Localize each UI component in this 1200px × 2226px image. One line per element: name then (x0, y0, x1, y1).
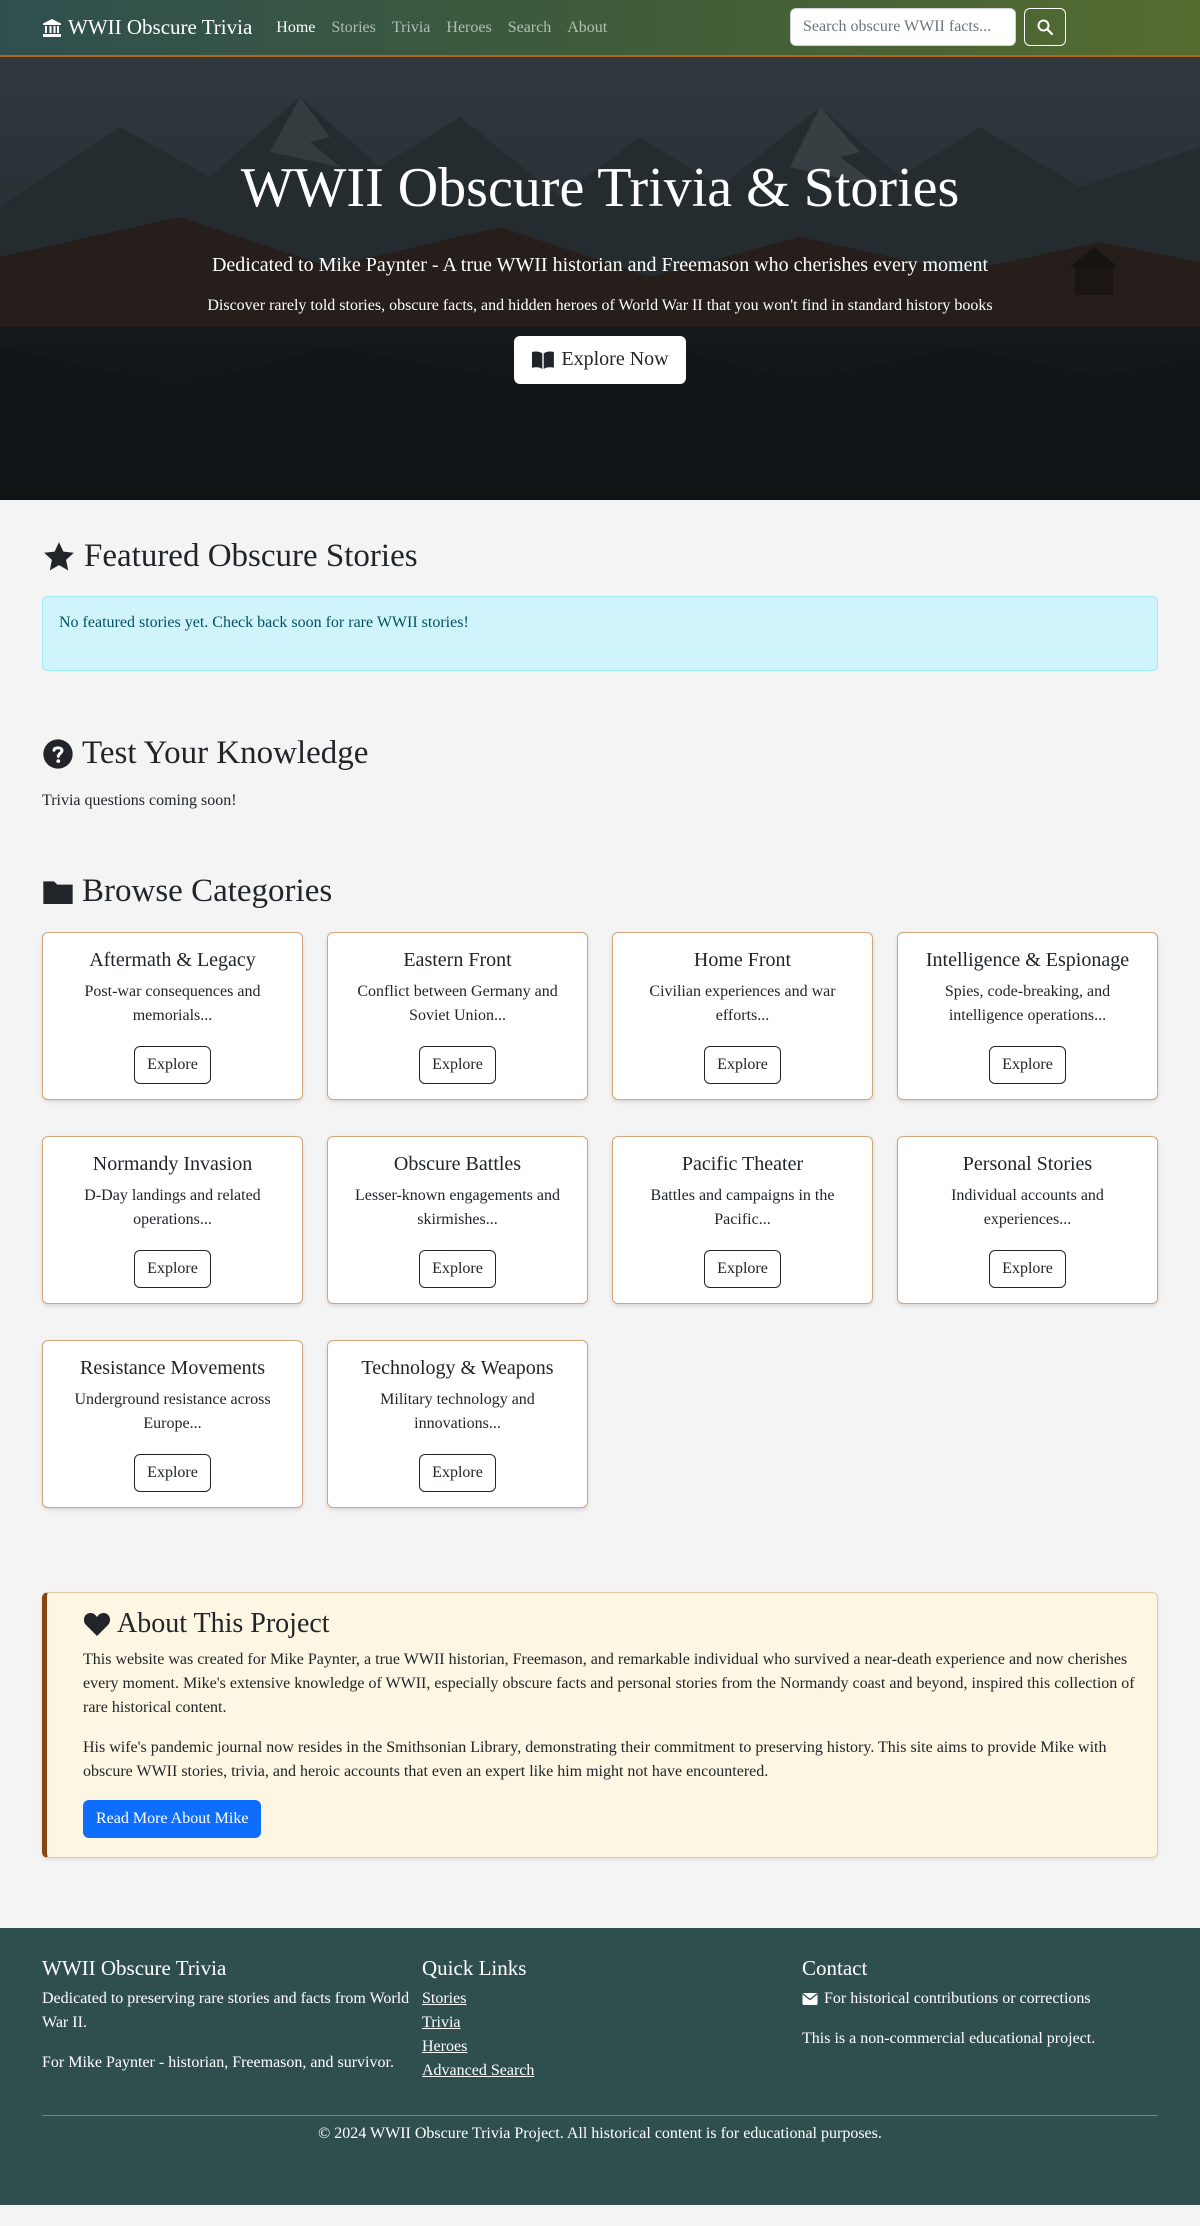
about-paragraph-1: This website was created for Mike Paynter, a true WWII historian, Freemason, and remarkable individual who survived a near-death experience and now cherishes every moment. Mike's extensive knowledge of WWII, especially obscure facts and personal stories from the Normandy coast and beyond, inspired this collection of rare historical content. (83, 1651, 1135, 1716)
brand-link[interactable] (42, 15, 252, 40)
hero-title: WWII Obscure Trivia & Stories (240, 157, 960, 219)
nav-links (276, 19, 607, 37)
heart-icon (83, 1611, 111, 1637)
nav-link-trivia[interactable]: Trivia (391, 18, 431, 36)
footer-contact-title: Contact (802, 1956, 868, 1980)
category-name: Resistance Movements (80, 1357, 265, 1379)
footer-link-heroes[interactable]: Heroes (422, 2038, 468, 2055)
footer-dedication: For Mike Paynter - historian, Freemason, and survivor. (42, 2054, 394, 2071)
footer-contact-text: For historical contributions or corrections (824, 1990, 1091, 2007)
footer-description: Dedicated to preserving rare stories and facts from World War II. (42, 1990, 410, 2031)
question-circle-icon (42, 738, 74, 770)
footer-link-stories[interactable]: Stories (422, 1990, 467, 2007)
brand-text: WWII Obscure Trivia (68, 15, 253, 39)
category-explore-button[interactable]: Explore (989, 1046, 1066, 1084)
footer-contact-line (802, 1987, 1158, 2011)
about-paragraph-2: His wife's pandemic journal now resides in the Smithsonian Library, demonstrating their commitment to preserving history. This site aims to provide Mike with obscure WWII stories, trivia, and heroic accounts that even an expert like him might not have encountered. (83, 1739, 1107, 1780)
category-name: Aftermath & Legacy (89, 949, 256, 971)
folder-icon (42, 876, 74, 908)
footer (0, 1928, 1200, 2205)
featured-section (42, 500, 1158, 671)
category-description: Post-war consequences and memorials... (84, 983, 261, 1024)
about-title: About This Project (117, 1608, 330, 1639)
main-content (42, 500, 1158, 1858)
landmark-icon (42, 18, 62, 38)
category-card (612, 932, 873, 1100)
search-icon (1037, 19, 1053, 35)
category-explore-button[interactable]: Explore (419, 1250, 496, 1288)
nav-link-stories[interactable]: Stories (331, 18, 376, 36)
hero-content (0, 57, 1200, 384)
hero-section (0, 57, 1200, 500)
category-description: Individual accounts and experiences... (951, 1187, 1104, 1228)
category-description: Battles and campaigns in the Pacific... (650, 1187, 835, 1228)
nav-search-form (790, 8, 1066, 46)
footer-brand-title: WWII Obscure Trivia (42, 1956, 227, 1980)
footer-columns (42, 1956, 1158, 2083)
category-card (897, 1136, 1158, 1304)
footer-about-column (42, 1956, 422, 2083)
category-explore-button[interactable]: Explore (134, 1046, 211, 1084)
category-explore-button[interactable]: Explore (989, 1250, 1066, 1288)
explore-now-button[interactable] (514, 336, 685, 384)
category-description: Underground resistance across Europe... (74, 1391, 271, 1432)
category-description: Military technology and innovations... (380, 1391, 535, 1432)
featured-title: Featured Obscure Stories (84, 538, 418, 574)
category-name: Personal Stories (962, 1153, 1093, 1175)
book-open-icon (531, 350, 555, 370)
footer-contact-column (802, 1956, 1158, 2083)
star-icon (42, 540, 76, 574)
read-more-button[interactable]: Read More About Mike (83, 1800, 261, 1838)
category-name: Normandy Invasion (92, 1153, 253, 1175)
footer-link-advanced-search[interactable]: Advanced Search (422, 2062, 535, 2079)
explore-now-label: Explore Now (561, 348, 669, 371)
category-explore-button[interactable]: Explore (704, 1250, 781, 1288)
nav-link-about[interactable]: About (567, 18, 608, 36)
category-name: Obscure Battles (393, 1153, 522, 1175)
about-section (42, 1592, 1158, 1858)
category-name: Home Front (693, 949, 792, 971)
category-description: Spies, code-breaking, and intelligence operations... (944, 983, 1111, 1024)
category-card (897, 932, 1158, 1100)
category-explore-button[interactable]: Explore (419, 1454, 496, 1492)
categories-heading (42, 873, 1158, 910)
category-explore-button[interactable]: Explore (419, 1046, 496, 1084)
category-card (327, 932, 588, 1100)
category-card (612, 1136, 873, 1304)
category-description: Civilian experiences and war efforts... (649, 983, 836, 1024)
hero-dedication: Dedicated to Mike Paynter - A true WWII historian and Freemason who cherishes every moment (211, 253, 989, 276)
search-input[interactable] (790, 8, 1016, 46)
categories-section (42, 873, 1158, 1508)
category-card (42, 932, 303, 1100)
trivia-title: Test Your Knowledge (82, 735, 369, 771)
category-name: Eastern Front (403, 949, 512, 971)
categories-title: Browse Categories (82, 873, 333, 909)
footer-note: This is a non-commercial educational project. (802, 2030, 1096, 2047)
footer-links-list (422, 1987, 802, 2083)
category-description: Lesser-known engagements and skirmishes... (355, 1187, 560, 1228)
featured-heading (42, 538, 1158, 575)
nav-link-heroes[interactable]: Heroes (446, 18, 492, 36)
hero-tagline: Discover rarely told stories, obscure facts, and hidden heroes of World War II that you won't find in standard history books (207, 296, 993, 314)
category-card (42, 1136, 303, 1304)
trivia-message: Trivia questions coming soon! (42, 792, 237, 809)
category-name: Intelligence & Espionage (925, 949, 1130, 971)
category-explore-button[interactable]: Explore (134, 1454, 211, 1492)
footer-copyright: © 2024 WWII Obscure Trivia Project. All historical content is for educational purposes. (318, 2125, 882, 2142)
featured-empty-alert: No featured stories yet. Check back soon for rare WWII stories! (42, 596, 1158, 671)
footer-link-trivia[interactable]: Trivia (422, 2014, 461, 2031)
envelope-icon (802, 1992, 818, 2006)
category-description: Conflict between Germany and Soviet Union... (357, 983, 558, 1024)
category-description: D-Day landings and related operations... (84, 1187, 261, 1228)
category-card (42, 1340, 303, 1508)
footer-links-column (422, 1956, 802, 2083)
nav-link-search[interactable]: Search (507, 18, 552, 36)
about-heading (83, 1608, 1135, 1640)
search-button[interactable] (1024, 8, 1066, 46)
category-card (327, 1340, 588, 1508)
footer-divider (42, 2115, 1158, 2116)
footer-links-title: Quick Links (422, 1956, 527, 1980)
trivia-heading (42, 735, 1158, 772)
category-name: Technology & Weapons (361, 1357, 554, 1379)
category-name: Pacific Theater (681, 1153, 804, 1175)
category-explore-button[interactable]: Explore (134, 1250, 211, 1288)
category-grid (42, 932, 1158, 1508)
navbar (0, 0, 1200, 57)
category-explore-button[interactable]: Explore (704, 1046, 781, 1084)
nav-link-home[interactable]: Home (276, 18, 316, 36)
trivia-section (42, 735, 1158, 810)
category-card (327, 1136, 588, 1304)
